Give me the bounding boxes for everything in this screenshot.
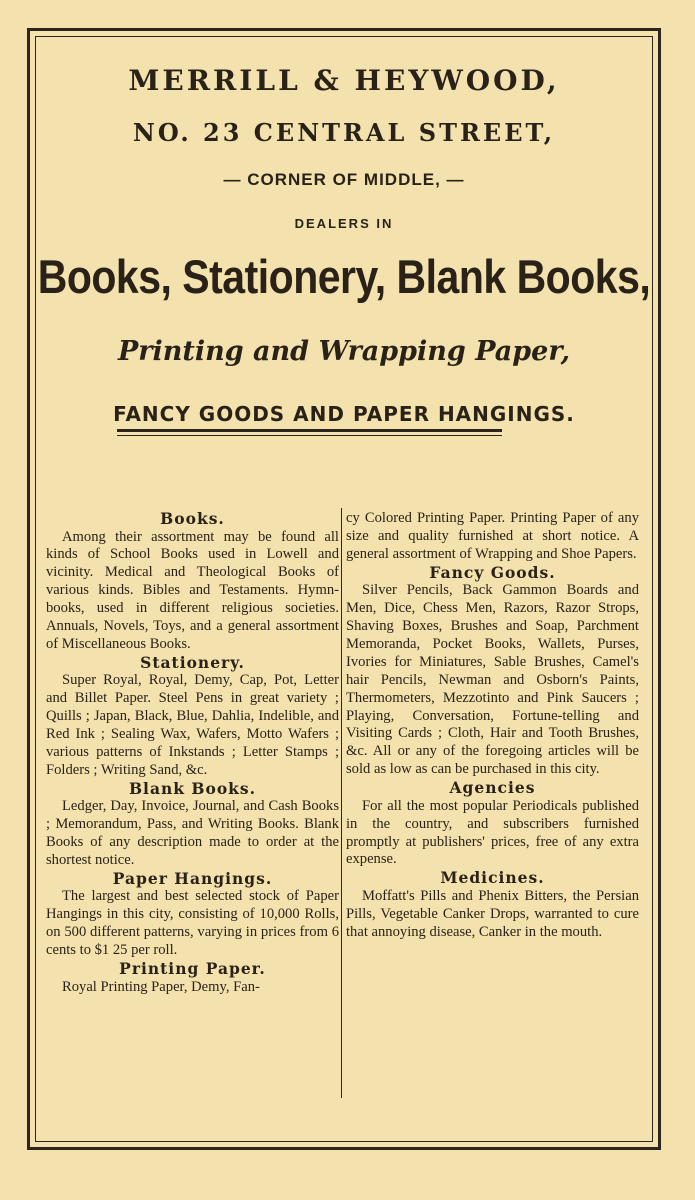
stationery-text: Super Royal, Royal, Demy, Cap, Pot, Letter and Billet Paper. Steel Pens in great variety ; Quills ; Japan, Black, Blue, Dahlia, Indelible, and Red Ink ; Sealing Wax, Wafers, Motto Wafers ; various patterns of Inkstands ; Letter Stamps ; Folders ; Writing Sand, &c.: [46, 672, 339, 778]
firm-address: NO. 23 CENTRAL STREET,: [132, 118, 556, 147]
agencies-text: For all the most popular Periodicals published in the country, and subscribers furnished promptly at publishers' prices, free of any extra expense.: [346, 797, 639, 868]
corner-line: — CORNER OF MIDDLE, —: [223, 170, 465, 189]
books-heading: Books.: [160, 509, 225, 528]
blank-books-heading: Blank Books.: [128, 778, 257, 798]
main-goods-line: Books, Stationery, Blank Books,: [37, 250, 651, 304]
blank-books-text: Ledger, Day, Invoice, Journal, and Cash Books ; Memorandum, Pass, and Writing Books. Blank Books of any description made to order at the shortest notice.: [46, 798, 339, 868]
paper-line: Printing and Wrapping Paper,: [118, 336, 570, 367]
divider-thin: [117, 435, 502, 436]
dealers-in: DEALERS IN: [294, 216, 394, 231]
agencies-heading: Agencies: [449, 778, 536, 798]
books-text: Among their assortment may be found all kinds of School Books used in Lowell and vicinity. Medical and Theological Books of various kinds. Bibles and Testaments. Hymn-books, used in different religious societies. Annuals, Novels, Toys, and a general assortment of Miscellaneous Books.: [46, 528, 339, 652]
fancy-goods-line: FANCY GOODS AND PAPER HANGINGS.: [113, 402, 575, 426]
fancy-goods-text: Silver Pencils, Back Gammon Boards and Men, Dice, Chess Men, Razors, Razor Strops, Shaving Boxes, Brushes and Soap, Parchment Memoranda, Pocket Books, Wallets, Purses, Ivories for Miniatures, Sable Brushes, Camel's hair Pencils, Newman and Osborn's Paints, Thermometers, Mezzotinto and Pink Saucers ; Playing, Conversation, Fortune-telling and Visiting Cards ; Cloth, Hair and Tooth Brushes, &c. All or any of the foregoing articles will be sold as low as can be purchased in this city.: [346, 582, 639, 778]
divider-thick: [117, 429, 502, 432]
column-rule: [341, 508, 342, 1098]
medicines-text: Moffatt's Pills and Phenix Bitters, the Persian Pills, Vegetable Canker Drops, warranted to cure that annoying disease, Canker in the mouth.: [346, 887, 639, 940]
printing-paper-text: Royal Printing Paper, Demy, Fan-: [62, 978, 260, 995]
printing-paper-continued: cy Colored Printing Paper. Printing Paper of any size and quality furnished at short notice. A general assortment of Wrapping and Shoe Papers.: [346, 510, 639, 562]
firm-name: MERRILL & HEYWOOD,: [128, 64, 560, 97]
medicines-heading: Medicines.: [440, 868, 545, 888]
right-column: [346, 510, 639, 942]
fancy-goods-heading: Fancy Goods.: [429, 562, 556, 582]
paper-hangings-text: The largest and best selected stock of Paper Hangings in this city, consisting of 10,000 Rolls, on 500 different patterns, varying in prices from 6 cents to $1 25 per roll.: [46, 888, 339, 959]
left-column: [46, 510, 339, 996]
printing-paper-heading: Printing Paper.: [119, 959, 266, 979]
stationery-heading: Stationery.: [140, 652, 245, 672]
paper-hangings-heading: Paper Hangings.: [112, 868, 273, 888]
